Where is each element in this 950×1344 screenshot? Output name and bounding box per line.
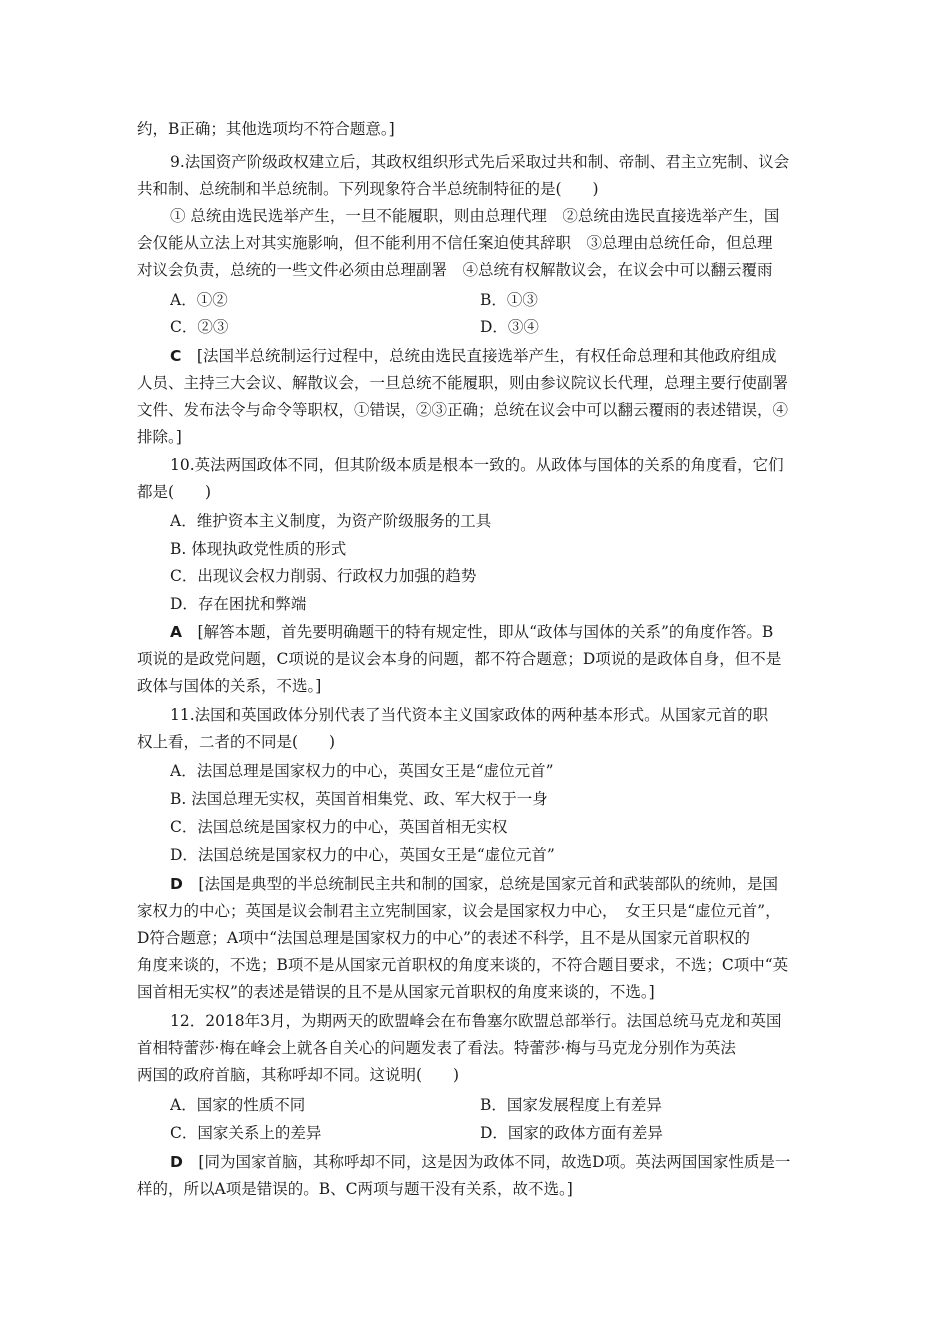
option-a: A．①② [170, 291, 228, 309]
text-line: 首相特蕾莎·梅在峰会上就各自关心的问题发表了看法。特蕾莎·梅与马克龙分别作为英法 [137, 1039, 736, 1057]
text-line: 项说的是政党问题，C项说的是议会本身的问题，都不符合题意；D项说的是政体自身，但不是 [137, 650, 782, 668]
option-d: D．法国总统是国家权力的中心，英国女王是“虚位元首” [170, 846, 555, 864]
option-a: A．维护资本主义制度，为资产阶级服务的工具 [170, 512, 492, 530]
option-c: C．②③ [170, 318, 229, 336]
option-c: C．法国总统是国家权力的中心，英国首相无实权 [170, 818, 508, 836]
question-12-stem: 12．2018年3月，为期两天的欧盟峰会在布鲁塞尔欧盟总部举行。法国总统马克龙和英国 [170, 1012, 782, 1030]
text-line: 样的，所以A项是错误的。B、C两项与题干没有关系，故不选。] [137, 1180, 573, 1198]
option-c: C．出现议会权力削弱、行政权力加强的趋势 [170, 567, 477, 585]
text-line: 约，B正确；其他选项均不符合题意。] [137, 120, 395, 138]
option-b: B. 体现执政党性质的形式 [170, 540, 347, 558]
option-b: B．国家发展程度上有差异 [480, 1096, 662, 1114]
question-10-stem: 10.英法两国政体不同，但其阶级本质是根本一致的。从政体与国体的关系的角度看，它们 [170, 456, 784, 474]
question-11-stem: 11.法国和英国政体分别代表了当代资本主义国家政体的两种基本形式。从国家元首的职 [170, 706, 769, 724]
text-line: 政体与国体的关系，不选。] [137, 677, 322, 695]
text-line: 权上看，二者的不同是( ) [137, 733, 336, 751]
text-line: 国首相无实权”的表述是错误的且不是从国家元首职权的角度来谈的，不选。] [137, 983, 655, 1001]
option-b: B．①③ [480, 291, 538, 309]
question-9-stem: 9.法国资产阶级政权建立后，其政权组织形式先后采取过共和制、帝制、君主立宪制、议会 [170, 153, 790, 171]
explanation-line: [同为国家首脑，其称呼却不同，这是因为政体不同，故选D项。英法两国国家性质是一 [198, 1153, 791, 1171]
text-line: 共和制、总统制和半总统制。下列现象符合半总统制特征的是( ) [137, 180, 599, 198]
text-line: 角度来谈的，不选；B项不是从国家元首职权的角度来谈的，不符合题目要求，不选；C项中“英 [137, 956, 789, 974]
text-line: ① 总统由选民选举产生，一旦不能履职，则由总理代理 ②总统由选民直接选举产生，国 [170, 207, 780, 225]
text-line: 两国的政府首脑，其称呼却不同。这说明( ) [137, 1066, 460, 1084]
option-a: A．国家的性质不同 [170, 1096, 306, 1114]
explanation-line: [解答本题，首先要明确题干的特有规定性，即从“政体与国体的关系”的角度作答。B [197, 623, 774, 641]
option-d: D．国家的政体方面有差异 [480, 1124, 663, 1142]
text-line: 人员、主持三大会议、解散议会，一旦总统不能履职，则由参议院议长代理，总理主要行使副署 [137, 374, 789, 392]
text-line: 都是( ) [137, 483, 212, 501]
text-line: 家权力的中心；英国是议会制君主立宪制国家，议会是国家权力中心， 女王只是“虚位元首”， [137, 902, 781, 920]
text-line: D符合题意；A项中“法国总理是国家权力的中心”的表述不科学，且不是从国家元首职权的 [137, 929, 750, 947]
option-d: D．③④ [480, 318, 539, 336]
option-d: D．存在困扰和弊端 [170, 595, 307, 613]
explanation-line: [法国是典型的半总统制民主共和制的国家，总统是国家元首和武装部队的统帅，是国 [198, 875, 778, 893]
answer-letter: C [170, 347, 182, 365]
text-line: 文件、发布法令与命令等职权，①错误，②③正确；总统在议会中可以翻云覆雨的表述错误，④ [137, 401, 789, 419]
answer-letter: D [170, 875, 183, 893]
text-line: 会仅能从立法上对其实施影响，但不能利用不信任案迫使其辞职 ③总理由总统任命，但总理 [137, 234, 773, 252]
option-a: A．法国总理是国家权力的中心，英国女王是“虚位元首” [170, 762, 554, 780]
text-line: 排除。] [137, 428, 182, 446]
answer-letter: D [170, 1153, 183, 1171]
text-line: 对议会负责，总统的一些文件必须由总理副署 ④总统有权解散议会，在议会中可以翻云覆雨 [137, 261, 773, 279]
option-b: B. 法国总理无实权，英国首相集党、政、军大权于一身 [170, 790, 548, 808]
answer-letter: A [170, 623, 182, 641]
option-c: C．国家关系上的差异 [170, 1124, 322, 1142]
explanation-line: [法国半总统制运行过程中，总统由选民直接选举产生，有权任命总理和其他政府组成 [196, 347, 777, 365]
